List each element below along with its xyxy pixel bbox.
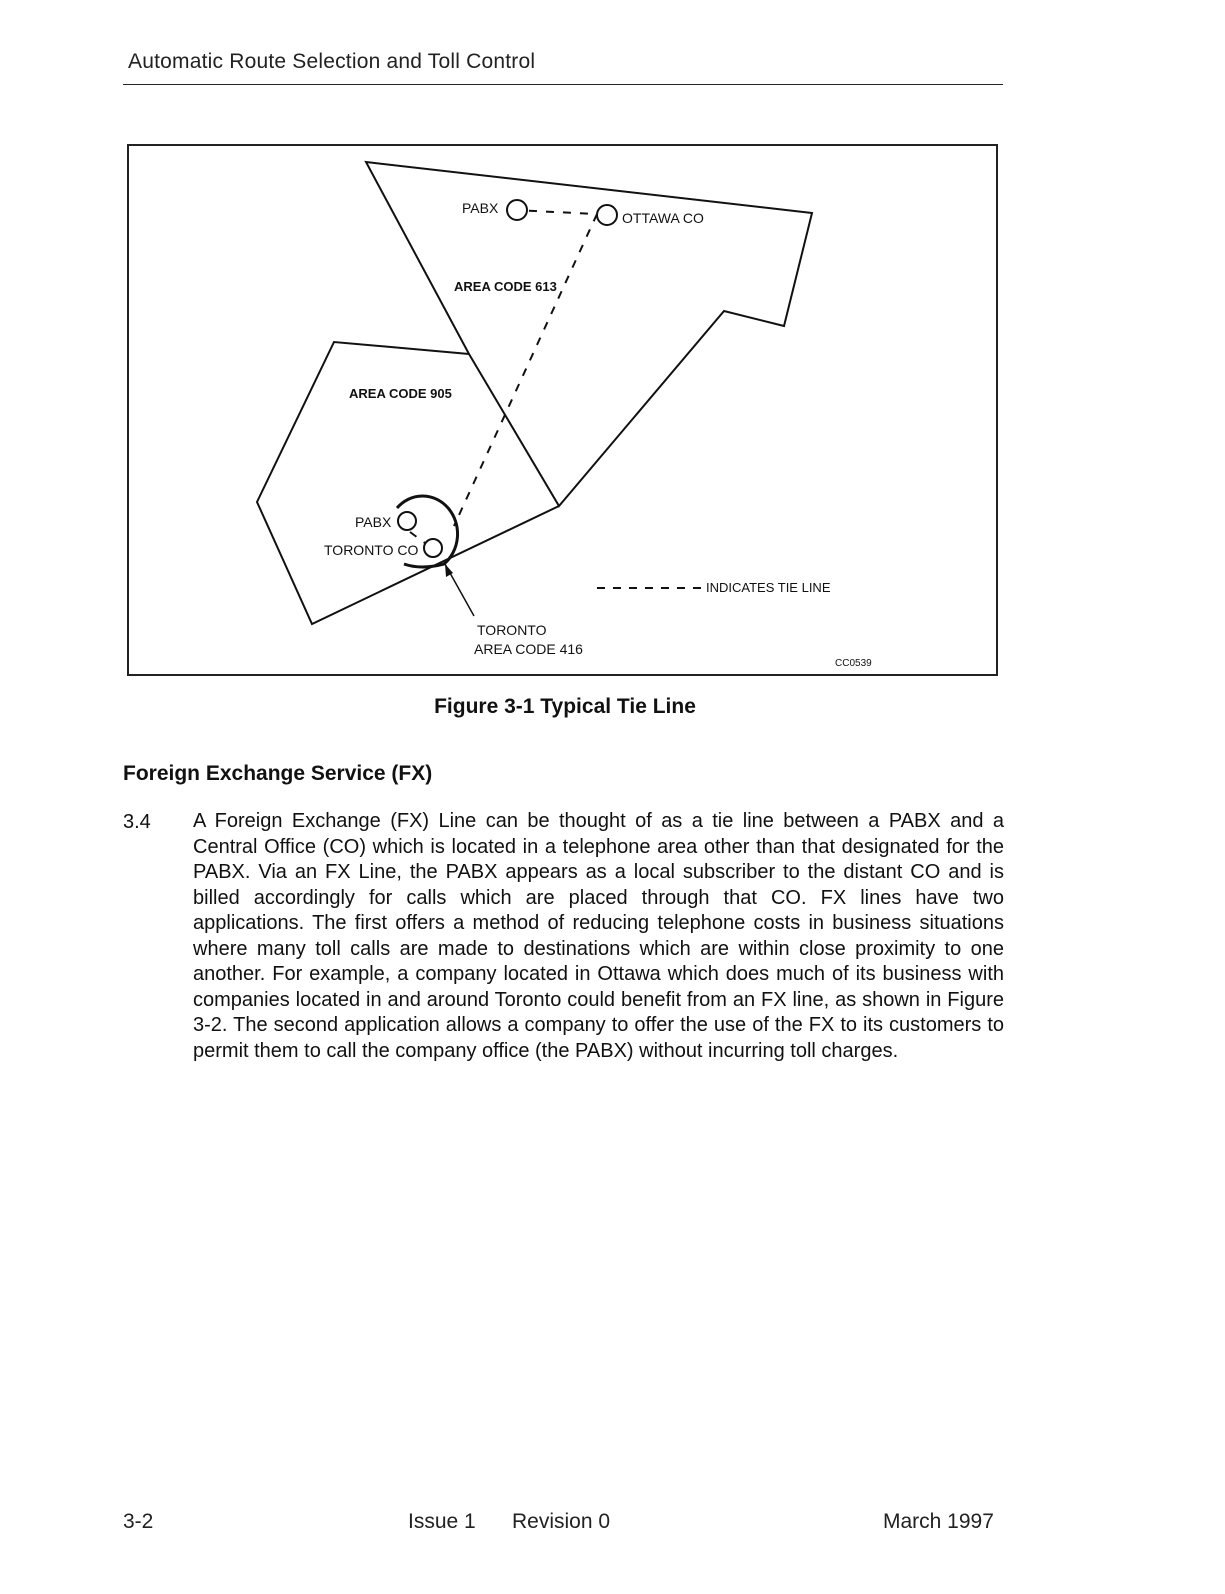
figure-caption: Figure 3-1 Typical Tie Line — [434, 695, 696, 718]
paragraph-number: 3.4 — [123, 811, 151, 833]
pabx-toronto-node — [398, 512, 416, 530]
section-heading: Foreign Exchange Service (FX) — [123, 762, 433, 785]
tie-line-diagram — [129, 146, 1000, 678]
label-area-613: AREA CODE 613 — [454, 279, 557, 294]
area-905-boundary — [257, 342, 559, 624]
label-figure-code: CC0539 — [835, 658, 872, 669]
footer-issue: Issue 1 — [408, 1510, 476, 1533]
label-pabx-toronto: PABX — [355, 514, 392, 530]
footer-revision: Revision 0 — [512, 1510, 611, 1533]
label-legend: INDICATES TIE LINE — [706, 580, 831, 595]
area-613-boundary — [366, 162, 812, 506]
running-header: Automatic Route Selection and Toll Control — [128, 50, 536, 73]
paragraph-text: A Foreign Exchange (FX) Line can be thought of as a tie line between a PABX and a Central Office (CO) which is located in a telephone area other than that designated for the PABX. Via an FX Line, the PABX appears as a local subscriber to the distant CO and is billed accordingly for calls which are placed through that CO. FX lines have two applications. The first offers a method of reducing telephone costs in business situations where many toll calls are made to destinations which are within close proximity to one another. For example, a company located in Ottawa which does much of its business with companies located in and around Toronto could benefit from an FX line, as shown in Figure 3-2. The second application allows a company to offer the use of the FX to its customers to permit them to call the company office (the PABX) without incurring toll charges. — [193, 810, 1004, 1062]
figure-tie-line — [127, 144, 998, 676]
header-rule — [123, 84, 1003, 85]
footer-date: March 1997 — [883, 1510, 994, 1533]
toronto-co-node — [424, 539, 442, 557]
label-toronto-co: TORONTO CO — [324, 542, 419, 558]
label-pabx-ottawa: PABX — [462, 200, 499, 216]
label-area-905: AREA CODE 905 — [349, 386, 452, 401]
label-ottawa-co: OTTAWA CO — [622, 210, 704, 226]
label-toronto-area-line1: TORONTO — [477, 622, 547, 638]
pabx-ottawa-node — [507, 200, 527, 220]
footer-page-number: 3-2 — [123, 1510, 154, 1533]
ottawa-co-node — [597, 205, 617, 225]
label-toronto-area-line2: AREA CODE 416 — [474, 641, 583, 657]
